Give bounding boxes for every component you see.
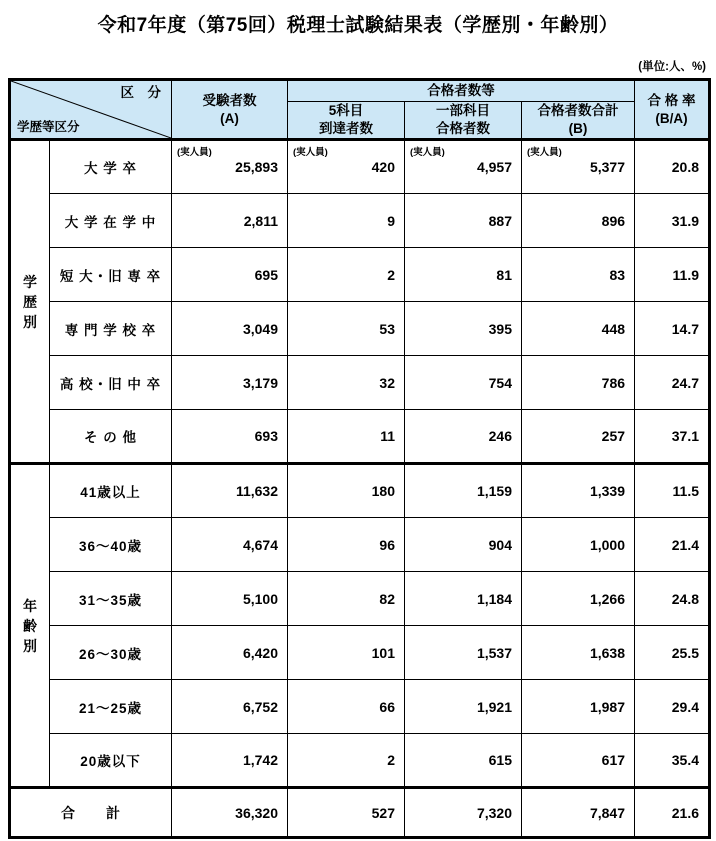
partial-subjects-cell: 904 (405, 518, 522, 572)
passers-total-cell (522, 140, 635, 194)
partial-subjects-cell: 395 (405, 302, 522, 356)
examinees-cell: 1,742 (172, 734, 288, 788)
partial-subjects-cell: 1,159 (405, 464, 522, 518)
five-subjects-cell: 32 (288, 356, 405, 410)
pass-rate-cell: 25.5 (635, 626, 710, 680)
header-examinees (172, 80, 288, 140)
header-partial-line2: 合格者数 (436, 121, 490, 136)
passers-total-cell: 786 (522, 356, 635, 410)
header-five-line1: 5科目 (328, 103, 364, 119)
partial-subjects-value: 4,957 (476, 159, 512, 175)
table-row (10, 464, 710, 518)
partial-subjects-cell: 615 (405, 734, 522, 788)
header-passers-total-line2: (B) (568, 121, 588, 136)
row-label-cell: 高 校・旧 中 卒 (50, 356, 172, 410)
passers-total-cell: 1,266 (522, 572, 635, 626)
row-label-cell: 大 学 卒 (50, 140, 172, 194)
five-subjects-cell: 82 (288, 572, 405, 626)
passers-total-cell: 7,847 (522, 788, 635, 838)
header-examinees-line1: 受験者数 (202, 92, 257, 108)
passers-total-cell: 257 (522, 410, 635, 464)
passers-total-cell: 896 (522, 194, 635, 248)
pass-rate-cell: 20.8 (635, 140, 710, 194)
five-subjects-cell (288, 140, 405, 194)
examinees-cell: 3,179 (172, 356, 288, 410)
partial-subjects-cell: 7,320 (405, 788, 522, 838)
row-label-cell: 短 大・旧 専 卒 (50, 248, 172, 302)
five-subjects-cell: 66 (288, 680, 405, 734)
section-char: 歴 (23, 293, 37, 310)
partial-subjects-cell: 887 (405, 194, 522, 248)
five-subjects-cell: 96 (288, 518, 405, 572)
five-subjects-value: 420 (371, 159, 395, 175)
header-passers-total-line1: 合格者数合計 (537, 103, 619, 119)
table-row (10, 194, 710, 248)
table-row (10, 248, 710, 302)
pass-rate-cell: 14.7 (635, 302, 710, 356)
header-pass-rate-line2: (B/A) (655, 110, 688, 126)
row-label-cell: 41歳以上 (50, 464, 172, 518)
corner-row-axis-label: 学歴等区分 (17, 119, 80, 134)
partial-subjects-cell: 754 (405, 356, 522, 410)
five-subjects-cell: 2 (288, 248, 405, 302)
partial-subjects-cell (405, 140, 522, 194)
row-label-cell: 21～25歳 (50, 680, 172, 734)
total-label-cell: 合 計 (10, 788, 172, 838)
partial-subjects-cell: 246 (405, 410, 522, 464)
partial-subjects-cell: 1,921 (405, 680, 522, 734)
section-char: 別 (23, 637, 37, 654)
section-label-age (10, 464, 50, 788)
five-subjects-cell: 53 (288, 302, 405, 356)
examinees-cell: 3,049 (172, 302, 288, 356)
five-subjects-cell: 180 (288, 464, 405, 518)
section-char: 齢 (23, 617, 37, 634)
passers-total-value: 5,377 (589, 159, 626, 175)
row-label-cell: 31～35歳 (50, 572, 172, 626)
examinees-cell: 4,674 (172, 518, 288, 572)
section-char: 年 (23, 597, 37, 614)
five-subjects-cell: 2 (288, 734, 405, 788)
examinees-cell: 6,420 (172, 626, 288, 680)
pass-rate-cell: 37.1 (635, 410, 710, 464)
examinees-cell: 36,320 (172, 788, 288, 838)
pass-rate-cell: 24.8 (635, 572, 710, 626)
examinees-cell (172, 140, 288, 194)
passers-total-cell: 617 (522, 734, 635, 788)
row-label-cell: 大 学 在 学 中 (50, 194, 172, 248)
examinees-cell: 5,100 (172, 572, 288, 626)
header-pass-rate (635, 80, 710, 140)
header-five-subjects (288, 102, 405, 140)
row-label-cell: 36～40歳 (50, 518, 172, 572)
table-row (10, 410, 710, 464)
passers-total-cell: 1,339 (522, 464, 635, 518)
row-label-cell: 26～30歳 (50, 626, 172, 680)
section-char: 学 (23, 273, 37, 290)
section-char: 別 (23, 313, 37, 330)
row-label-cell: 20歳以下 (50, 734, 172, 788)
header-passers-total (522, 102, 635, 140)
header-pass-rate-line1: 合 格 率 (647, 92, 696, 108)
header-partial-line1: 一部科目 (436, 103, 490, 119)
header-partial-subjects (405, 102, 522, 140)
corner-category-label: 区 分 (120, 85, 161, 100)
row-label-cell: 専 門 学 校 卒 (50, 302, 172, 356)
row-label-cell: そ の 他 (50, 410, 172, 464)
header-row-1 (10, 80, 710, 102)
header-examinees-line2: (A) (220, 110, 239, 126)
table-row (10, 626, 710, 680)
header-passers-group: 合格者数等 (288, 80, 635, 102)
pass-rate-cell: 11.5 (635, 464, 710, 518)
five-subjects-cell: 11 (288, 410, 405, 464)
passers-total-cell: 1,000 (522, 518, 635, 572)
actual-persons-label: (実人員) (410, 147, 445, 158)
five-subjects-cell: 9 (288, 194, 405, 248)
results-table (8, 78, 711, 839)
partial-subjects-cell: 1,184 (405, 572, 522, 626)
unit-note: (単位:人、%) (638, 61, 706, 73)
total-row (10, 788, 710, 838)
passers-total-cell: 1,638 (522, 626, 635, 680)
actual-persons-label: (実人員) (177, 147, 212, 158)
section-label-education (10, 140, 50, 464)
examinees-value: 25,893 (235, 159, 278, 175)
passers-total-cell: 83 (522, 248, 635, 302)
partial-subjects-cell: 1,537 (405, 626, 522, 680)
actual-persons-label: (実人員) (527, 147, 562, 158)
pass-rate-cell: 29.4 (635, 680, 710, 734)
table-row (10, 302, 710, 356)
table-row (10, 518, 710, 572)
page-title: 令和7年度（第75回）税理士試験結果表（学歴別・年齢別） (97, 15, 619, 36)
examinees-cell: 695 (172, 248, 288, 302)
pass-rate-cell: 21.6 (635, 788, 710, 838)
pass-rate-cell: 24.7 (635, 356, 710, 410)
table-row (10, 734, 710, 788)
passers-total-cell: 448 (522, 302, 635, 356)
table-row (10, 140, 710, 194)
examinees-cell: 693 (172, 410, 288, 464)
table-row (10, 680, 710, 734)
pass-rate-cell: 11.9 (635, 248, 710, 302)
table-row (10, 572, 710, 626)
five-subjects-cell: 101 (288, 626, 405, 680)
examinees-cell: 6,752 (172, 680, 288, 734)
five-subjects-cell: 527 (288, 788, 405, 838)
examinees-cell: 2,811 (172, 194, 288, 248)
pass-rate-cell: 35.4 (635, 734, 710, 788)
pass-rate-cell: 21.4 (635, 518, 710, 572)
corner-cell (10, 80, 172, 140)
pass-rate-cell: 31.9 (635, 194, 710, 248)
actual-persons-label: (実人員) (293, 147, 328, 158)
passers-total-cell: 1,987 (522, 680, 635, 734)
header-five-line2: 到達者数 (319, 121, 373, 136)
table-row (10, 356, 710, 410)
partial-subjects-cell: 81 (405, 248, 522, 302)
examinees-cell: 11,632 (172, 464, 288, 518)
